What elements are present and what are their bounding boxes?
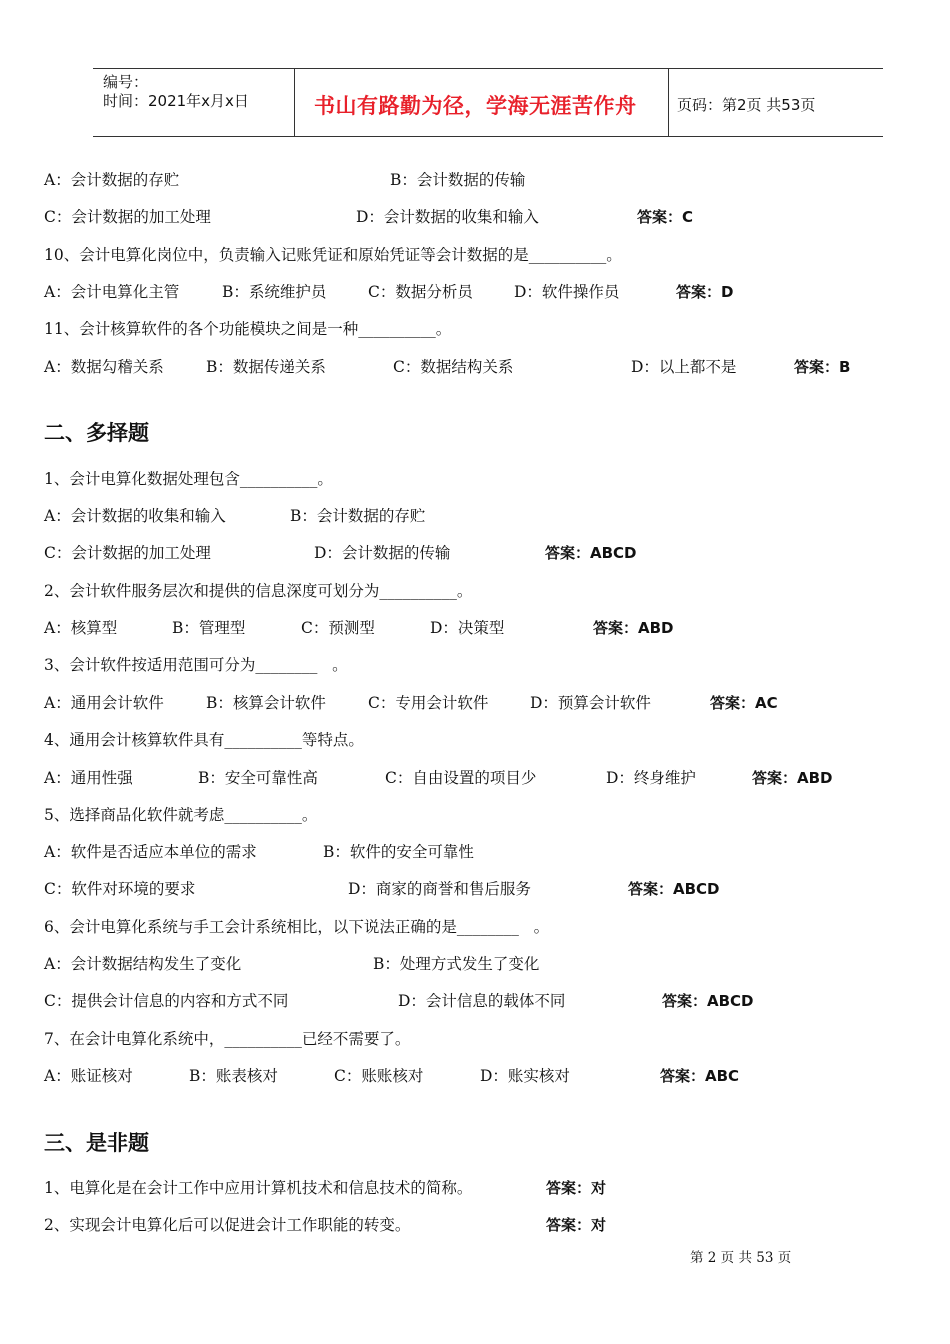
header-motto: 书山有路勤为径，学海无涯苦作舟 [314, 94, 637, 118]
header-divider-right [668, 68, 669, 136]
m2-option-a: A：核算型 [44, 619, 118, 637]
m2-option-b: B：管理型 [172, 619, 246, 637]
m1-answer: 答案：ABCD [545, 544, 637, 562]
q11-option-b: B：数据传递关系 [206, 358, 326, 376]
t2-text: 2、实现会计电算化后可以促进会计工作职能的转变。 [44, 1216, 411, 1234]
m6-text: 6、会计电算化系统与手工会计系统相比，以下说法正确的是________ 。 [44, 918, 550, 936]
m2-answer: 答案：ABD [593, 619, 674, 637]
q10-answer: 答案：D [676, 283, 734, 301]
q10-option-d: D：软件操作员 [514, 283, 620, 301]
m2-text: 2、会计软件服务层次和提供的信息深度可划分为__________。 [44, 582, 473, 600]
m3-text: 3、会计软件按适用范围可分为________ 。 [44, 656, 348, 674]
m4-option-c: C：自由设置的项目少 [385, 769, 537, 787]
m6-option-d: D：会计信息的载体不同 [398, 992, 566, 1010]
m6-option-b: B：处理方式发生了变化 [373, 955, 540, 973]
header-top-border [93, 68, 883, 69]
m4-answer: 答案：ABD [752, 769, 833, 787]
m3-answer: 答案：AC [710, 694, 778, 712]
m3-option-a: A：通用会计软件 [44, 694, 164, 712]
m3-option-b: B：核算会计软件 [206, 694, 326, 712]
m4-option-b: B：安全可靠性高 [198, 769, 318, 787]
m5-option-b: B：软件的安全可靠性 [323, 843, 474, 861]
q11-text: 11、会计核算软件的各个功能模块之间是一种__________。 [44, 320, 452, 338]
m3-option-c: C：专用会计软件 [368, 694, 489, 712]
section-title-multiple-choice: 二、多择题 [44, 421, 149, 445]
m5-text: 5、选择商品化软件就考虑__________。 [44, 806, 318, 824]
q10-option-c: C：数据分析员 [368, 283, 473, 301]
q9-option-b: B：会计数据的传输 [390, 171, 526, 189]
q10-text: 10、会计电算化岗位中，负责输入记账凭证和原始凭证等会计数据的是__________。 [44, 246, 622, 264]
m2-option-d: D：决策型 [430, 619, 505, 637]
q9-option-a: A：会计数据的存贮 [44, 171, 180, 189]
m1-text: 1、会计电算化数据处理包含__________。 [44, 470, 333, 488]
m4-option-d: D：终身维护 [606, 769, 696, 787]
m1-option-c: C：会计数据的加工处理 [44, 544, 211, 562]
q9-answer: 答案：C [637, 208, 694, 226]
m5-option-c: C：软件对环境的要求 [44, 880, 196, 898]
m6-answer: 答案：ABCD [662, 992, 754, 1010]
m6-option-c: C：提供会计信息的内容和方式不同 [44, 992, 289, 1010]
q11-option-a: A：数据勾稽关系 [44, 358, 164, 376]
q11-option-c: C：数据结构关系 [393, 358, 514, 376]
header-bottom-border [93, 136, 883, 137]
header-number-label: 编号： [103, 73, 149, 91]
q10-option-b: B：系统维护员 [222, 283, 327, 301]
t1-answer: 答案：对 [546, 1179, 607, 1197]
m7-text: 7、在会计电算化系统中，__________已经不需要了。 [44, 1030, 411, 1048]
q9-option-c: C：会计数据的加工处理 [44, 208, 211, 226]
m7-option-a: A：账证核对 [44, 1067, 133, 1085]
m3-option-d: D：预算会计软件 [530, 694, 651, 712]
m4-option-a: A：通用性强 [44, 769, 133, 787]
q11-option-d: D：以上都不是 [631, 358, 737, 376]
q10-option-a: A：会计电算化主管 [44, 283, 180, 301]
q9-option-d: D：会计数据的收集和输入 [356, 208, 539, 226]
m5-answer: 答案：ABCD [628, 880, 720, 898]
m7-option-b: B：账表核对 [189, 1067, 278, 1085]
m1-option-d: D：会计数据的传输 [314, 544, 451, 562]
m6-option-a: A：会计数据结构发生了变化 [44, 955, 242, 973]
m7-answer: 答案：ABC [660, 1067, 740, 1085]
t1-text: 1、电算化是在会计工作中应用计算机技术和信息技术的简称。 [44, 1179, 473, 1197]
m7-option-d: D：账实核对 [480, 1067, 570, 1085]
m5-option-d: D：商家的商誉和售后服务 [348, 880, 531, 898]
footer-page-number: 第 2 页 共 53 页 [690, 1250, 792, 1266]
m1-option-a: A：会计数据的收集和输入 [44, 507, 226, 525]
section-title-true-false: 三、是非题 [44, 1131, 149, 1155]
m2-option-c: C：预测型 [301, 619, 375, 637]
m5-option-a: A：软件是否适应本单位的需求 [44, 843, 257, 861]
m7-option-c: C：账账核对 [334, 1067, 424, 1085]
t2-answer: 答案：对 [546, 1216, 607, 1234]
header-time-label: 时间：2021年x月x日 [103, 92, 249, 110]
header-page-info: 页码：第2页 共53页 [677, 96, 816, 114]
header-divider-left [294, 68, 295, 136]
m1-option-b: B：会计数据的存贮 [290, 507, 426, 525]
m4-text: 4、通用会计核算软件具有__________等特点。 [44, 731, 364, 749]
q11-answer: 答案：B [794, 358, 851, 376]
